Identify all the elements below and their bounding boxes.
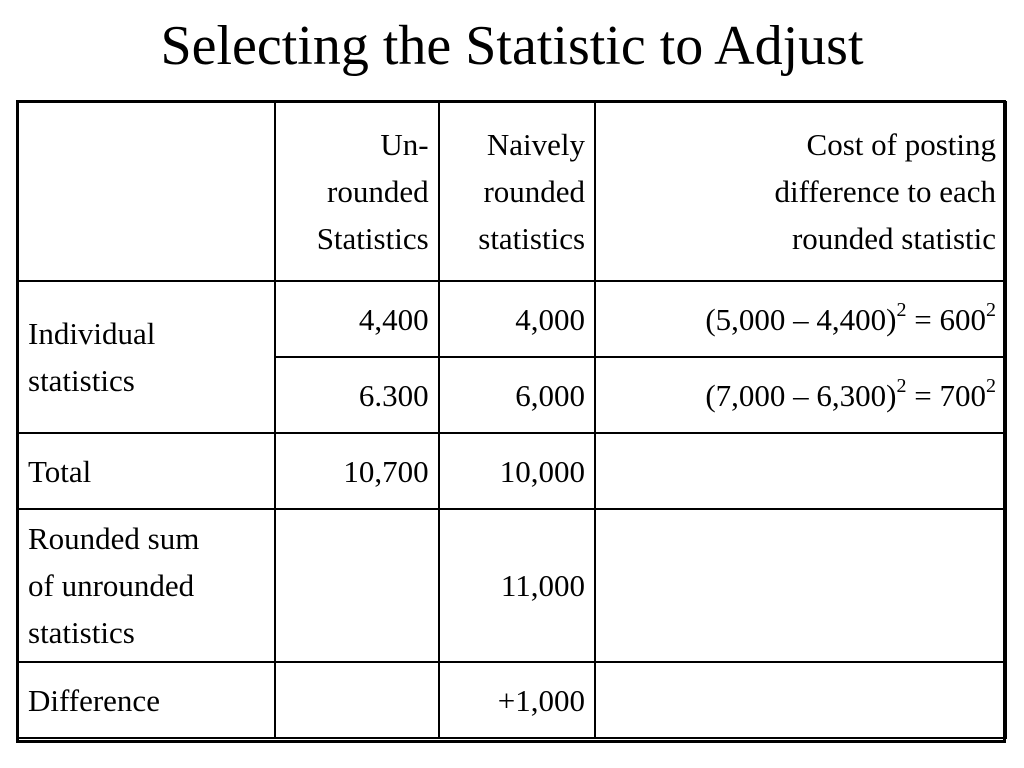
difference-unrounded-empty (275, 662, 439, 738)
ind2-naive: 6,000 (439, 357, 595, 433)
rounded-sum-naive: 11,000 (439, 509, 595, 662)
header-row (18, 102, 1006, 281)
total-naive: 10,000 (439, 433, 595, 509)
ind2-unrounded: 6.300 (275, 357, 439, 433)
table-row (18, 509, 1006, 662)
table-row (18, 662, 1006, 738)
ind1-naive: 4,000 (439, 281, 595, 357)
statistics-table (17, 101, 1007, 739)
ind1-unrounded: 4,400 (275, 281, 439, 357)
difference-label: Difference (18, 662, 275, 738)
table-row (18, 433, 1006, 509)
individual-statistics-label: Individual statistics (18, 281, 275, 433)
ind1-cost: $(5,000 - 4,400)^2 = 600^2$ (595, 281, 1006, 357)
total-cost-empty (595, 433, 1006, 509)
total-label: Total (18, 433, 275, 509)
total-unrounded: 10,700 (275, 433, 439, 509)
rounded-sum-cost-empty (595, 509, 1006, 662)
difference-naive: +1,000 (439, 662, 595, 738)
header-empty-cell (18, 102, 275, 281)
header-naively-rounded: Naively rounded statistics (439, 102, 595, 281)
difference-cost-empty (595, 662, 1006, 738)
ind2-cost: $(7,000 - 6,300)^2 = 700^2$ (595, 357, 1006, 433)
header-unrounded: Un- rounded Statistics (275, 102, 439, 281)
header-cost: Cost of posting difference to each rounded statistic (595, 102, 1006, 281)
table-row (18, 281, 1006, 357)
rounded-sum-unrounded-empty (275, 509, 439, 662)
rounded-sum-label: Rounded sum of unrounded statistics (18, 509, 275, 662)
slide-title: Selecting the Statistic to Adjust (160, 15, 864, 77)
